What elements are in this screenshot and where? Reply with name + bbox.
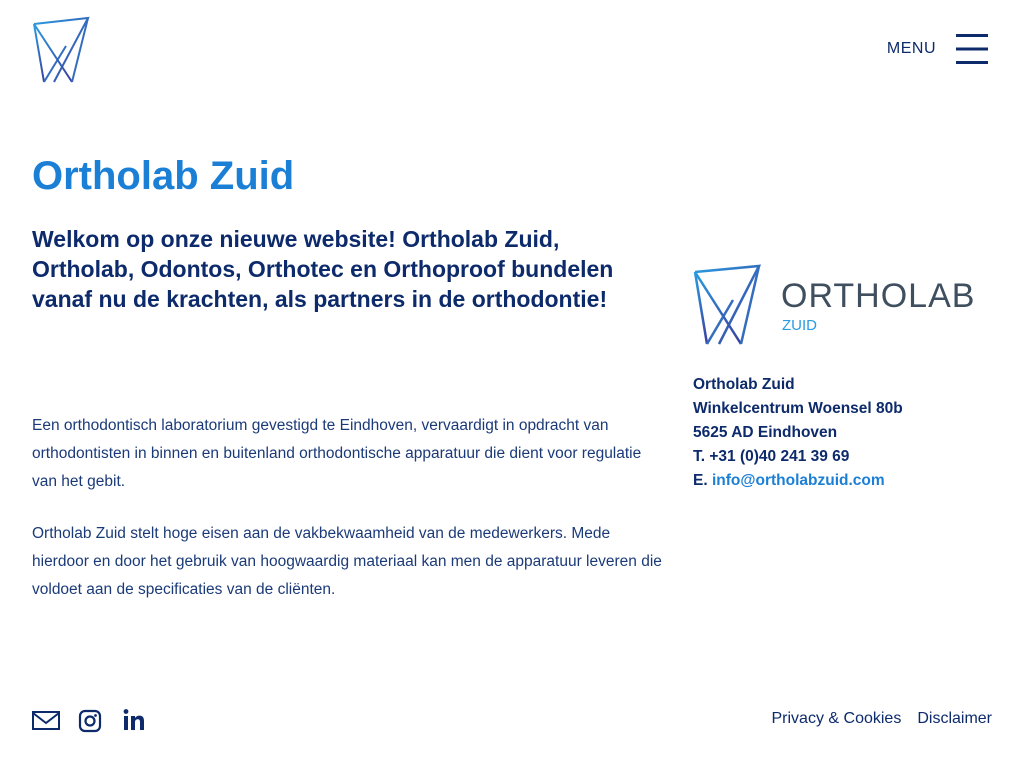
tooth-logo-icon bbox=[32, 16, 90, 84]
header-logo[interactable] bbox=[32, 16, 90, 84]
footer-links bbox=[772, 710, 993, 728]
menu-button[interactable] bbox=[887, 34, 988, 64]
paragraph-2: Ortholab Zuid stelt hoge eisen aan de vakbekwaamheid van de medewerkers. Mede hierdoor en door het gebruik van hoogwaardig materiaal kan men de apparatuur leveren die voldoet aan de specificaties van de cliënten. bbox=[32, 525, 662, 598]
contact-city: 5625 AD Eindhoven bbox=[693, 424, 838, 441]
privacy-link[interactable]: Privacy & Cookies bbox=[771, 710, 902, 727]
hamburger-icon bbox=[956, 34, 988, 64]
linkedin-icon[interactable] bbox=[120, 706, 148, 734]
ortholab-logo-icon bbox=[693, 264, 993, 346]
social-links bbox=[32, 706, 148, 734]
contact-email-row bbox=[693, 469, 903, 493]
email-prefix: E. bbox=[693, 472, 708, 489]
logo-text: ORTHOLAB bbox=[781, 277, 976, 315]
mail-icon[interactable] bbox=[32, 706, 60, 734]
brand-logo bbox=[693, 264, 993, 346]
contact-address: Winkelcentrum Woensel 80b bbox=[693, 400, 903, 417]
contact-block bbox=[693, 373, 903, 493]
menu-label: MENU bbox=[886, 40, 936, 57]
paragraph-1: Een orthodontisch laboratorium gevestigd te Eindhoven, vervaardigt in opdracht van orthodontisten in binnen en buitenland orthodontische apparatuur die dient voor regulatie van het gebit. bbox=[32, 417, 642, 490]
contact-email-link[interactable]: info@ortholabzuid.com bbox=[711, 472, 885, 489]
page-title: Ortholab Zuid bbox=[32, 154, 295, 198]
contact-phone[interactable]: +31 (0)40 241 39 69 bbox=[709, 448, 850, 465]
disclaimer-link[interactable]: Disclaimer bbox=[917, 710, 992, 727]
instagram-icon[interactable] bbox=[76, 706, 104, 734]
logo-subtext: ZUID bbox=[782, 317, 817, 334]
contact-name: Ortholab Zuid bbox=[693, 376, 795, 393]
intro-text: Welkom op onze nieuwe website! Ortholab Zuid, Ortholab, Odontos, Orthotec en Orthoproof bundelen vanaf nu de krachten, als partners in de orthodontie! bbox=[32, 226, 614, 312]
contact-phone-row bbox=[693, 445, 903, 469]
phone-prefix: T. bbox=[693, 448, 706, 465]
